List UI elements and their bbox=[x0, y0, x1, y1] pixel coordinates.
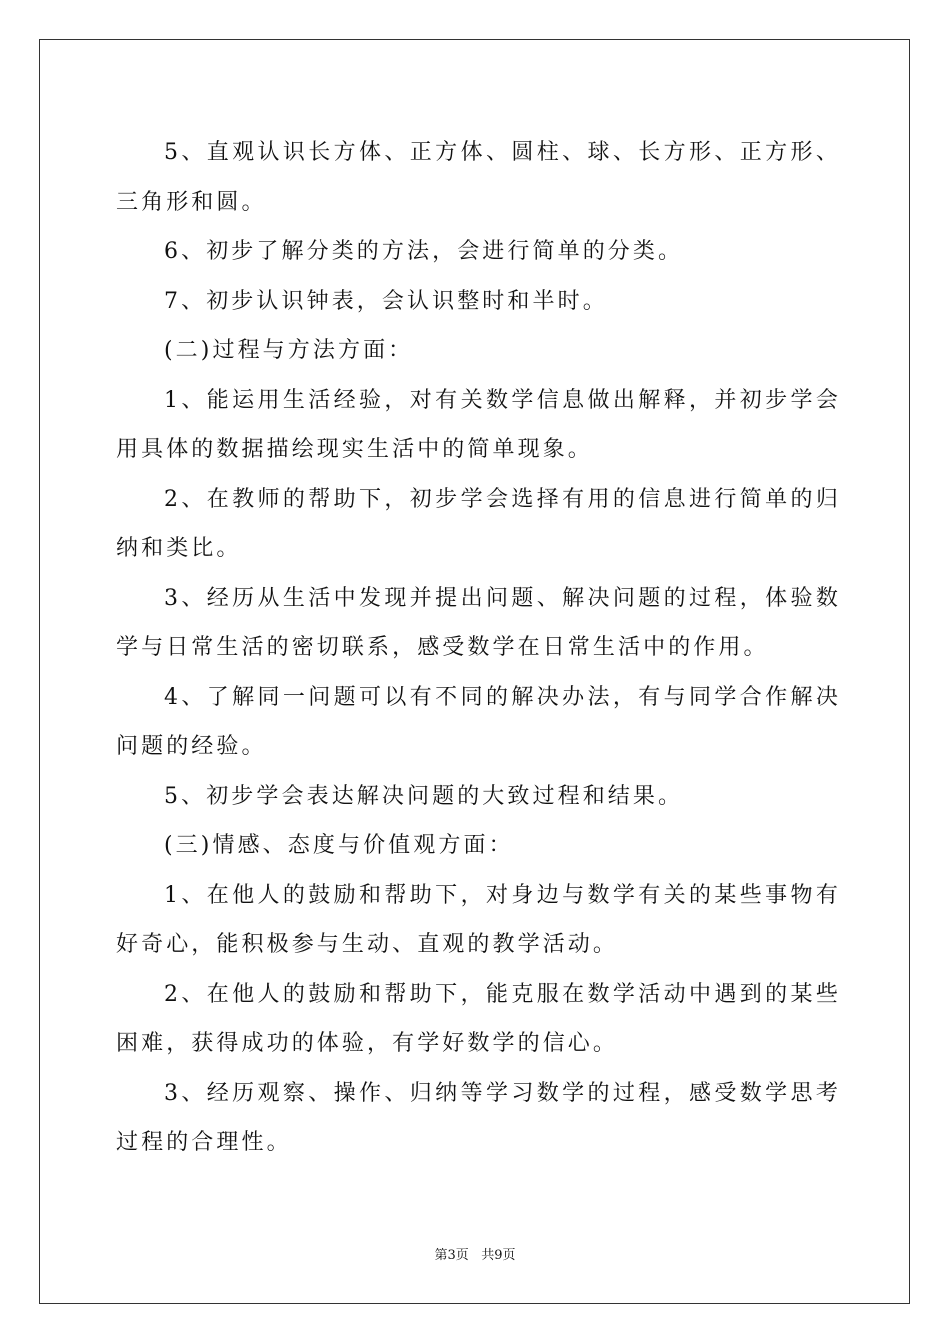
paragraph: 5、直观认识长方体、正方体、圆柱、球、长方形、正方形、三角形和圆。 bbox=[116, 140, 841, 215]
paragraph: 1、在他人的鼓励和帮助下，对身边与数学有关的某些事物有好奇心，能积极参与生动、直观的教学活动。 bbox=[116, 882, 841, 957]
paragraph: 1、能运用生活经验，对有关数学信息做出解释，并初步学会用具体的数据描绘现实生活中的简单现象。 bbox=[116, 387, 841, 462]
paragraph: 6、初步了解分类的方法，会进行简单的分类。 bbox=[164, 239, 684, 264]
paragraph: 5、初步学会表达解决问题的大致过程和结果。 bbox=[164, 783, 684, 809]
page-total: 共9页 bbox=[481, 1248, 516, 1263]
paragraph: 2、在他人的鼓励和帮助下，能克服在数学活动中遇到的某些困难，获得成功的体验，有学好数学的信心。 bbox=[116, 981, 841, 1056]
document-body bbox=[116, 128, 841, 1168]
paragraph: 2、在教师的帮助下，初步学会选择有用的信息进行简单的归纳和类比。 bbox=[116, 486, 841, 561]
page-footer bbox=[0, 1248, 950, 1264]
paragraph: 3、经历观察、操作、归纳等学习数学的过程，感受数学思考过程的合理性。 bbox=[116, 1080, 841, 1155]
section-heading: (二)过程与方法方面： bbox=[164, 338, 414, 363]
paragraph: 4、了解同一问题可以有不同的解决办法，有与同学合作解决问题的经验。 bbox=[116, 684, 841, 759]
section-heading: (三)情感、态度与价值观方面： bbox=[164, 833, 514, 858]
page-number: 第3页 bbox=[434, 1248, 469, 1263]
paragraph: 3、经历从生活中发现并提出问题、解决问题的过程，体验数学与日常生活的密切联系，感受数学在日常生活中的作用。 bbox=[116, 585, 841, 660]
paragraph: 7、初步认识钟表，会认识整时和半时。 bbox=[164, 288, 608, 314]
